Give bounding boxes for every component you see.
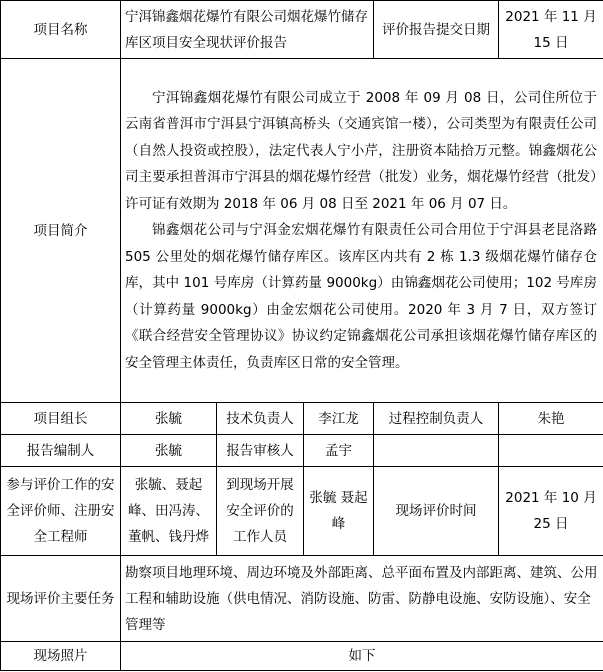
editor-label: 报告编制人 bbox=[1, 435, 121, 467]
process-lead-value: 朱艳 bbox=[499, 403, 603, 435]
tasks-value: 勘察项目地理环境、周边环境及外部距离、总平面布置及内部距离、建筑、公用工程和辅助设施（供电情况、消防设施、防雷、防静电设施、安防设施）、安全管理等 bbox=[121, 556, 603, 642]
site-time-value: 2021 年 10 月 25 日 bbox=[499, 467, 603, 556]
project-name-label: 项目名称 bbox=[1, 1, 121, 59]
reviewer-value: 孟宇 bbox=[304, 435, 374, 467]
editor-value: 张毓 bbox=[121, 435, 217, 467]
row-report bbox=[1, 435, 603, 467]
row-evaluators bbox=[1, 467, 603, 556]
row-leaders bbox=[1, 403, 603, 435]
intro-content bbox=[121, 59, 603, 403]
photos-value: 如下 bbox=[121, 642, 603, 671]
evaluators-value: 张毓、聂起峰、田冯涛、董帆、钱丹烨 bbox=[121, 467, 217, 556]
intro-label: 项目简介 bbox=[1, 59, 121, 403]
tech-lead-value: 李江龙 bbox=[304, 403, 374, 435]
tech-lead-label: 技术负责人 bbox=[217, 403, 304, 435]
project-name-value: 宁洱锦鑫烟花爆竹有限公司烟花爆竹储存库区项目安全现状评价报告 bbox=[121, 1, 374, 59]
tasks-label: 现场评价主要任务 bbox=[1, 556, 121, 642]
evaluators-label: 参与评价工作的安全评价师、注册安全工程师 bbox=[1, 467, 121, 556]
photos-label: 现场照片 bbox=[1, 642, 121, 671]
submit-date-value: 2021 年 11 月 15 日 bbox=[499, 1, 603, 59]
row-project-name bbox=[1, 1, 603, 59]
leader-label: 项目组长 bbox=[1, 403, 121, 435]
site-time-label: 现场评价时间 bbox=[374, 467, 499, 556]
row-photos bbox=[1, 642, 603, 671]
site-staff-label: 到现场开展安全评价的工作人员 bbox=[217, 467, 304, 556]
row-tasks bbox=[1, 556, 603, 642]
site-staff-value: 张毓 聂起峰 bbox=[304, 467, 374, 556]
reviewer-label: 报告审核人 bbox=[217, 435, 304, 467]
process-lead-label: 过程控制负责人 bbox=[374, 403, 499, 435]
empty-cell bbox=[499, 435, 603, 467]
empty-cell bbox=[374, 435, 499, 467]
intro-paragraph-2: 锦鑫烟花公司与宁洱金宏烟花爆竹有限责任公司合用位于宁洱县老昆洛路 505 公里处的烟花爆竹储存库区。该库区内共有 2 栋 1.3 级烟花爆竹储存仓库，其中 101 号库房（计算药量 9000kg）由锦鑫烟花公司使用；102 号库房（计算药量 9000kg）由金宏烟花公司使用。2020 年 3 月 7 日，双方签订《联合经营安全管理协议》协议约定锦鑫烟花公司承担该烟花爆竹储存库区的安全管理主体责任，负责库区日常的安全管理。 bbox=[125, 222, 597, 371]
submit-date-label: 评价报告提交日期 bbox=[374, 1, 499, 59]
leader-value: 张毓 bbox=[121, 403, 217, 435]
row-intro bbox=[1, 59, 603, 403]
intro-paragraph-1: 宁洱锦鑫烟花爆竹有限公司成立于 2008 年 09 月 08 日，公司住所位于云南省普洱市宁洱县宁洱镇高桥头（交通宾馆一楼），公司类型为有限责任公司（自然人投资或控股），法定代表人宁小芹，注册资本陆拾万元整。锦鑫烟花公司主要承担普洱市宁洱县的烟花爆竹经营（批发）业务，烟花爆竹经营（批发）许可证有效期为 2018 年 06 月 08 日至 2021 年 06 月 07 日。 bbox=[125, 89, 597, 212]
